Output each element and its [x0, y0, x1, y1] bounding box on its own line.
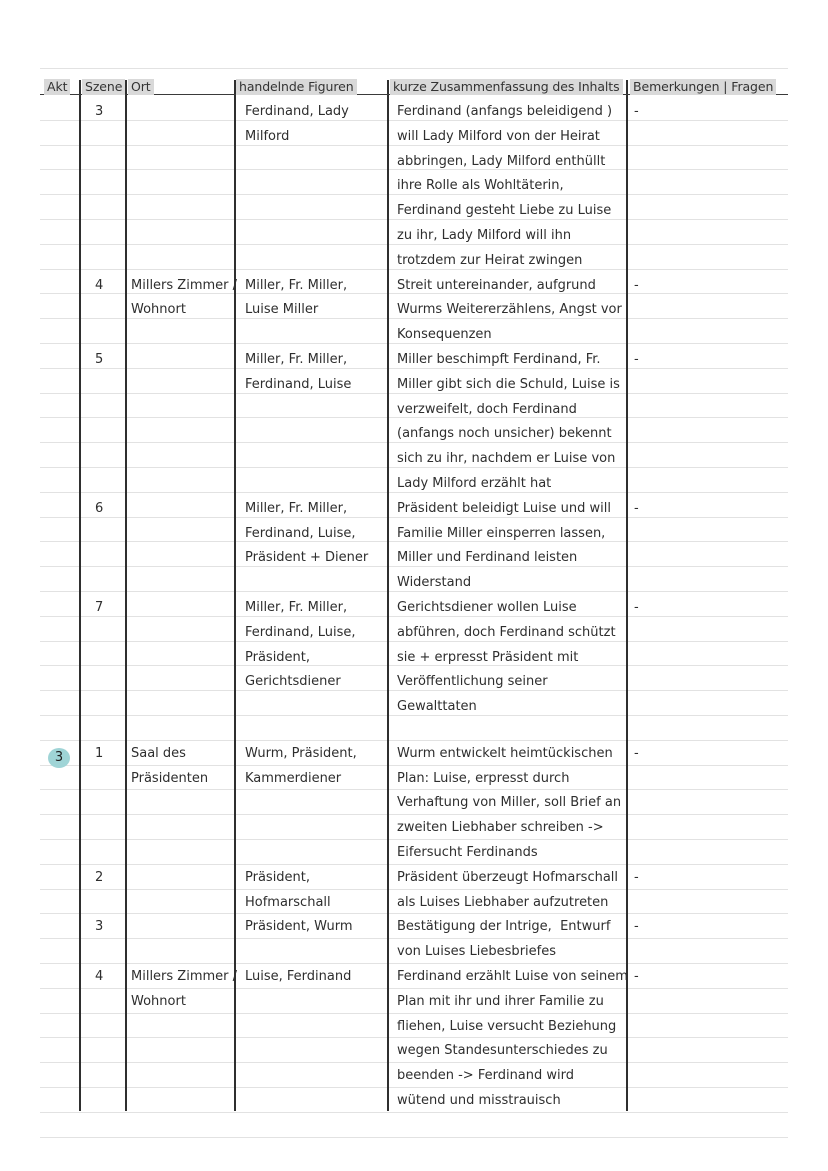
characters-line: Wurm, Präsident,	[245, 745, 357, 761]
characters-line: Miller, Fr. Miller,	[245, 600, 348, 615]
characters-line: Präsident,	[245, 649, 311, 665]
summary-line: von Luises Liebesbriefes	[397, 944, 556, 960]
summary-line: Gewalttaten	[397, 699, 477, 715]
summary-line: Veröffentlichung seiner	[397, 674, 548, 690]
summary-line: wütend und misstrauisch	[397, 1093, 561, 1108]
characters-line: Präsident + Diener	[245, 550, 369, 566]
summary-line: Präsident überzeugt Hofmarschall	[397, 869, 619, 885]
summary-line: Miller beschimpft Ferdinand, Fr.	[397, 352, 601, 367]
summary-line: fliehen, Luise versucht Beziehung	[397, 1018, 617, 1034]
summary-line: Ferdinand (anfangs beleidigend )	[397, 104, 613, 119]
column-divider-inhalt	[626, 80, 628, 1111]
ruled-line	[40, 68, 788, 69]
act-number-badge: 3	[48, 748, 70, 768]
summary-line: Gerichtsdiener wollen Luise	[397, 600, 577, 615]
characters-line: Miller, Fr. Miller,	[245, 352, 348, 367]
summary-line: trotzdem zur Heirat zwingen	[397, 252, 583, 268]
summary-line: (anfangs noch unsicher) bekennt	[397, 426, 612, 442]
summary-line: Miller gibt sich die Schuld, Luise is	[397, 376, 620, 392]
remark-dash: -	[634, 969, 639, 984]
scene-number: 1	[95, 745, 104, 761]
header-figuren: handelnde Figuren	[236, 79, 357, 95]
location-line: Millers Zimmer /	[131, 969, 237, 984]
characters-line: Milford	[245, 128, 290, 144]
summary-line: Eifersucht Ferdinands	[397, 845, 538, 860]
summary-line: Verhaftung von Miller, soll Brief an	[397, 795, 622, 811]
summary-line: Streit untereinander, aufgrund	[397, 277, 596, 293]
column-divider-figuren	[387, 80, 389, 1111]
column-divider-akt	[79, 80, 81, 1111]
summary-line: beenden -> Ferdinand wird	[397, 1068, 575, 1084]
location-line: Wohnort	[131, 302, 186, 318]
header-ort: Ort	[128, 79, 154, 95]
characters-line: Präsident,	[245, 869, 311, 885]
summary-line: als Luises Liebhaber aufzutreten	[397, 894, 609, 910]
summary-line: Bestätigung der Intrige, Entwurf	[397, 919, 611, 935]
characters-line: Luise Miller	[245, 302, 319, 318]
summary-line: Familie Miller einsperren lassen,	[397, 525, 606, 541]
ruled-line	[40, 740, 788, 741]
characters-line: Kammerdiener	[245, 770, 342, 786]
ruled-line	[40, 1137, 788, 1138]
summary-line: ihre Rolle als Wohltäterin,	[397, 178, 564, 194]
summary-line: sie + erpresst Präsident mit	[397, 649, 579, 665]
remark-dash: -	[634, 500, 639, 516]
summary-line: Ferdinand erzählt Luise von seinem	[397, 969, 628, 984]
location-line: Millers Zimmer /	[131, 277, 237, 293]
remark-dash: -	[634, 745, 639, 761]
scene-number: 3	[95, 104, 104, 119]
remark-dash: -	[634, 277, 639, 293]
characters-line: Miller, Fr. Miller,	[245, 500, 348, 516]
summary-line: wegen Standesunterschiedes zu	[397, 1043, 608, 1059]
scene-number: 5	[95, 352, 104, 367]
summary-line: Konsequenzen	[397, 327, 492, 343]
characters-line: Gerichtsdiener	[245, 674, 341, 690]
header-bemerkungen: Bemerkungen | Fragen	[630, 79, 776, 95]
header-inhalt: kurze Zusammenfassung des Inhalts	[390, 79, 623, 95]
summary-line: Ferdinand gesteht Liebe zu Luise	[397, 203, 612, 219]
scene-number: 7	[95, 600, 104, 615]
scene-number: 3	[95, 919, 104, 935]
header-szene: Szene	[82, 79, 125, 95]
summary-line: Plan mit ihr und ihrer Familie zu	[397, 993, 604, 1009]
summary-line: verzweifelt, doch Ferdinand	[397, 401, 577, 417]
summary-line: zweiten Liebhaber schreiben ->	[397, 820, 604, 836]
remark-dash: -	[634, 919, 639, 935]
remark-dash: -	[634, 104, 639, 119]
summary-line: sich zu ihr, nachdem er Luise von	[397, 451, 616, 467]
characters-line: Luise, Ferdinand	[245, 969, 352, 984]
characters-line: Miller, Fr. Miller,	[245, 277, 348, 293]
summary-line: Lady Milford erzählt hat	[397, 476, 552, 491]
characters-line: Ferdinand, Luise	[245, 376, 352, 392]
location-line: Saal des	[131, 745, 186, 761]
summary-line: Präsident beleidigt Luise und will	[397, 500, 611, 516]
remark-dash: -	[634, 600, 639, 615]
header-akt: Akt	[44, 79, 70, 95]
column-divider-ort	[234, 80, 236, 1111]
location-line: Präsidenten	[131, 770, 209, 786]
summary-line: Miller und Ferdinand leisten	[397, 550, 578, 566]
summary-line: zu ihr, Lady Milford will ihn	[397, 228, 572, 243]
location-line: Wohnort	[131, 993, 186, 1009]
characters-line: Ferdinand, Luise,	[245, 525, 356, 541]
scene-number: 6	[95, 500, 104, 516]
summary-line: Plan: Luise, erpresst durch	[397, 770, 570, 786]
summary-line: Widerstand	[397, 575, 472, 591]
scene-number: 4	[95, 969, 104, 984]
summary-line: abbringen, Lady Milford enthüllt	[397, 153, 606, 169]
scene-number: 4	[95, 277, 104, 293]
summary-line: Wurm entwickelt heimtückischen	[397, 745, 613, 761]
characters-line: Präsident, Wurm	[245, 919, 353, 935]
scene-number: 2	[95, 869, 104, 885]
characters-line: Ferdinand, Luise,	[245, 624, 356, 640]
remark-dash: -	[634, 352, 639, 367]
characters-line: Ferdinand, Lady	[245, 104, 349, 119]
remark-dash: -	[634, 869, 639, 885]
column-divider-szene	[125, 80, 127, 1111]
summary-line: abführen, doch Ferdinand schützt	[397, 624, 616, 640]
characters-line: Hofmarschall	[245, 894, 331, 910]
summary-line: will Lady Milford von der Heirat	[397, 128, 600, 144]
summary-line: Wurms Weitererzählens, Angst vor	[397, 302, 622, 318]
